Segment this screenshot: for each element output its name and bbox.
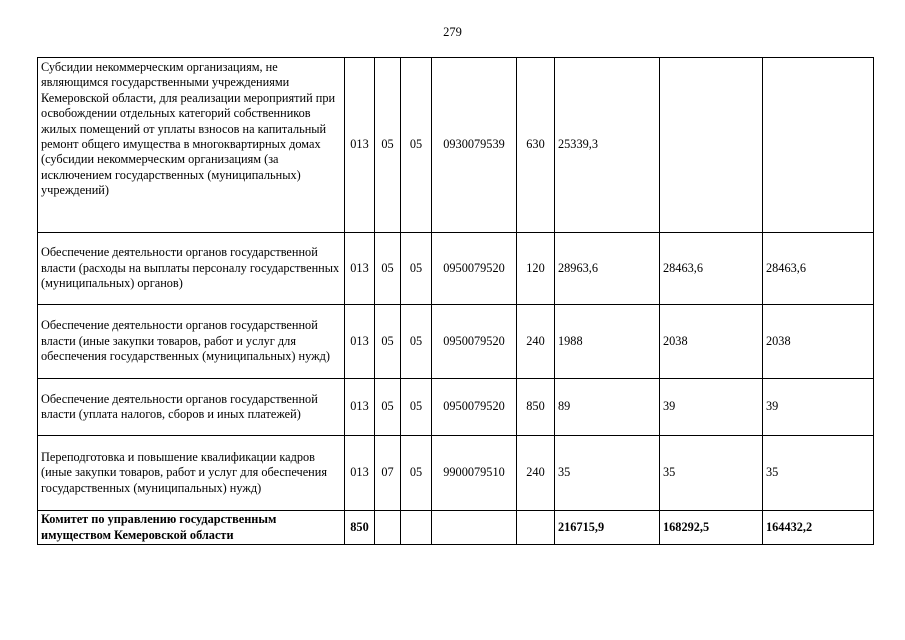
expense-type-code: 240 <box>517 436 555 511</box>
sum-year-1: 89 <box>555 379 660 436</box>
sum-year-1: 216715,9 <box>555 511 660 545</box>
sum-year-2: 39 <box>660 379 763 436</box>
row-name: Переподготовка и повышение квалификации кадров (иные закупки товаров, работ и услуг для обеспечения государственных (муниципальных) нужд) <box>38 436 345 511</box>
ministry-code: 013 <box>345 305 375 379</box>
sum-year-2: 35 <box>660 436 763 511</box>
subsection-code: 05 <box>401 305 432 379</box>
table-row <box>38 436 874 511</box>
table-row-total <box>38 511 874 545</box>
ministry-code: 013 <box>345 436 375 511</box>
subsection-code <box>401 511 432 545</box>
section-code: 05 <box>375 233 401 305</box>
subsection-code: 05 <box>401 233 432 305</box>
table-row <box>38 58 874 233</box>
expense-type-code: 120 <box>517 233 555 305</box>
target-article-code: 0930079539 <box>432 58 517 233</box>
page-number: 279 <box>443 25 462 39</box>
subsection-code: 05 <box>401 379 432 436</box>
sum-year-2: 168292,5 <box>660 511 763 545</box>
row-name: Обеспечение деятельности органов государственной власти (расходы на выплаты персоналу государственных (муниципальных) органов) <box>38 233 345 305</box>
sum-year-3: 39 <box>763 379 874 436</box>
budget-table <box>37 57 874 545</box>
sum-year-1: 1988 <box>555 305 660 379</box>
ministry-code: 850 <box>345 511 375 545</box>
sum-year-2 <box>660 58 763 233</box>
table-row <box>38 305 874 379</box>
target-article-code: 0950079520 <box>432 379 517 436</box>
section-code: 07 <box>375 436 401 511</box>
expense-type-code: 850 <box>517 379 555 436</box>
target-article-code <box>432 511 517 545</box>
target-article-code: 0950079520 <box>432 305 517 379</box>
section-code: 05 <box>375 305 401 379</box>
sum-year-1: 28963,6 <box>555 233 660 305</box>
sum-year-1: 25339,3 <box>555 58 660 233</box>
sum-year-3: 164432,2 <box>763 511 874 545</box>
sum-year-3: 2038 <box>763 305 874 379</box>
ministry-code: 013 <box>345 379 375 436</box>
section-code: 05 <box>375 58 401 233</box>
sum-year-1: 35 <box>555 436 660 511</box>
ministry-code: 013 <box>345 233 375 305</box>
row-name: Обеспечение деятельности органов государственной власти (уплата налогов, сборов и иных платежей) <box>38 379 345 436</box>
subsection-code: 05 <box>401 436 432 511</box>
target-article-code: 0950079520 <box>432 233 517 305</box>
sum-year-3: 35 <box>763 436 874 511</box>
table-row <box>38 379 874 436</box>
sum-year-2: 28463,6 <box>660 233 763 305</box>
section-code: 05 <box>375 379 401 436</box>
section-code <box>375 511 401 545</box>
expense-type-code: 240 <box>517 305 555 379</box>
sum-year-2: 2038 <box>660 305 763 379</box>
expense-type-code <box>517 511 555 545</box>
target-article-code: 9900079510 <box>432 436 517 511</box>
expense-type-code: 630 <box>517 58 555 233</box>
sum-year-3 <box>763 58 874 233</box>
row-name: Комитет по управлению государственным имуществом Кемеровской области <box>38 511 345 545</box>
table-row <box>38 233 874 305</box>
row-name: Субсидии некоммерческим организациям, не являющимся государственными учреждениями Кемеровской области, для реализации мероприятий при освобождении отдельных категорий собственников жилых помещений от уплаты взносов на капитальный ремонт общего имущества в многоквартирных домах (субсидии некоммерческим организациям (за исключением государственных (муниципальных) учреждений) <box>38 58 345 233</box>
subsection-code: 05 <box>401 58 432 233</box>
row-name: Обеспечение деятельности органов государственной власти (иные закупки товаров, работ и услуг для обеспечения государственных (муниципальных) нужд) <box>38 305 345 379</box>
sum-year-3: 28463,6 <box>763 233 874 305</box>
ministry-code: 013 <box>345 58 375 233</box>
